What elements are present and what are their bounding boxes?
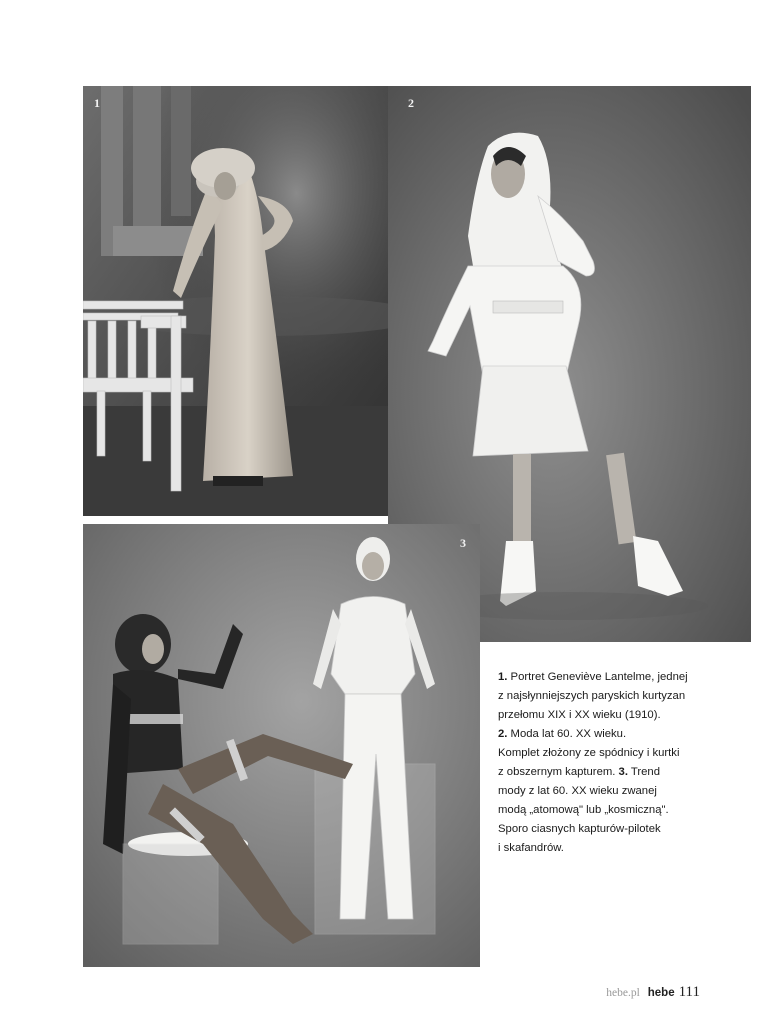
- caption-line: mody z lat 60. XX wieku zwanej: [498, 785, 657, 797]
- caption-line: Komplet złożony ze spódnicy i kurtki: [498, 747, 680, 759]
- footer-site: hebe.pl: [606, 987, 640, 999]
- caption-line: modą „atomową" lub „kosmiczną".: [498, 804, 669, 816]
- caption-text: z obszernym kapturem.: [498, 766, 619, 778]
- photo-space-age-fashion: [83, 524, 480, 967]
- photo-3-illustration: [83, 524, 480, 967]
- caption-number: 2.: [498, 728, 508, 740]
- page-number: 111: [678, 984, 700, 1000]
- caption-line: [498, 668, 748, 687]
- caption-line: Sporo ciasnych kapturów-pilotek: [498, 823, 661, 835]
- photo-geneviève-lantelme: [83, 86, 388, 516]
- caption-number: 3.: [618, 766, 628, 778]
- photo-1-illustration: [83, 86, 388, 516]
- caption-line: i skafandrów.: [498, 842, 564, 854]
- photo-number: 2: [408, 96, 414, 110]
- photo-number: 1: [94, 96, 100, 110]
- caption-line: z najsłynniejszych paryskich kurtyzan: [498, 690, 686, 702]
- caption-text: Moda lat 60. XX wieku.: [507, 728, 627, 740]
- photo-number: 3: [460, 536, 466, 550]
- caption-text: Trend: [627, 766, 660, 778]
- caption-line: [498, 763, 748, 782]
- caption-line: [498, 725, 748, 744]
- page-footer: [606, 984, 700, 1001]
- caption-text: Portret Geneviève Lantelme, jednej: [507, 671, 688, 683]
- caption-number: 1.: [498, 671, 508, 683]
- photo-captions: [498, 668, 748, 858]
- caption-line: przełomu XIX i XX wieku (1910).: [498, 709, 661, 721]
- footer-brand: hebe: [647, 987, 675, 999]
